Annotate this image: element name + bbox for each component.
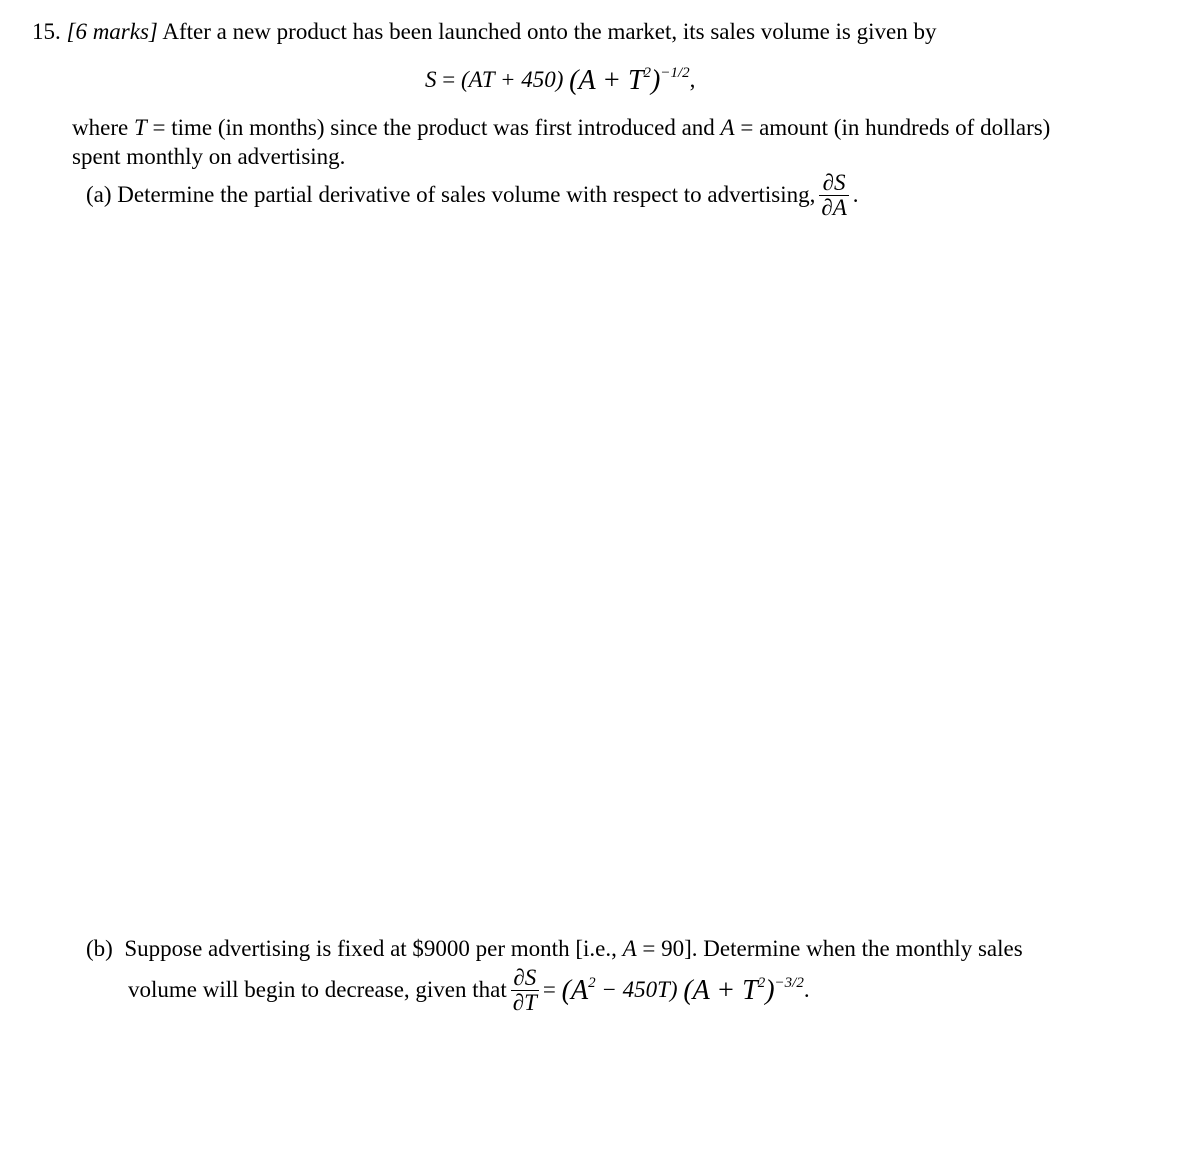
- part-b-text2: volume will begin to decrease, given that: [128, 977, 507, 1002]
- where-A-definition: = amount (in hundreds of dollars): [740, 115, 1051, 140]
- where-word: where: [72, 115, 129, 140]
- part-b-text1b: = 90]. Determine when the monthly sales: [642, 936, 1023, 961]
- part-b-fraction: [511, 966, 539, 1015]
- part-b-line-1: [86, 935, 1023, 963]
- where-line-1: [72, 114, 1050, 142]
- part-a-period: .: [852, 182, 859, 207]
- part-b-factor2-square: 2: [757, 974, 766, 991]
- question-intro: After a new product has been launched onto the market, its sales volume is given by: [162, 19, 937, 44]
- part-b-factor1-rest: − 450T): [595, 976, 678, 1002]
- part-a-label: (a): [86, 182, 112, 207]
- part-b-factor1: [562, 976, 678, 1005]
- part-b-factor2-open: (A + T: [683, 974, 758, 1006]
- part-a: [86, 167, 859, 223]
- part-b-equals: =: [542, 977, 556, 1002]
- part-b-exponent: −3/2: [774, 974, 804, 991]
- part-b-frac-numerator: ∂S: [511, 966, 539, 991]
- var-T: T: [133, 115, 147, 140]
- eq-exponent: −1/2: [660, 65, 690, 81]
- eq-factor2: [569, 65, 690, 96]
- where-T-definition: = time (in months) since the product was first introduced and: [152, 115, 715, 140]
- question-header: [32, 18, 936, 46]
- eq-factor2-open: (A + T: [569, 65, 644, 96]
- part-b-factor2: [683, 976, 804, 1005]
- part-a-fraction: [819, 171, 848, 220]
- eq-factor2-square: 2: [643, 65, 652, 81]
- part-a-frac-numerator: ∂S: [819, 171, 848, 196]
- part-b-frac-denominator: ∂T: [512, 989, 537, 1015]
- part-b-line-2: [128, 960, 810, 1020]
- part-b-period: .: [803, 977, 810, 1002]
- question-number: 15.: [32, 19, 61, 44]
- part-b-factor1-open: (A: [561, 974, 589, 1006]
- where-advertising: spent monthly on advertising.: [72, 144, 346, 169]
- var-A: A: [720, 115, 735, 140]
- question-marks: [6 marks]: [66, 19, 158, 44]
- part-b-factor2-close: ): [765, 974, 775, 1006]
- part-a-text: Determine the partial derivative of sales volume with respect to advertising,: [117, 182, 816, 207]
- eq-lhs: S: [425, 67, 437, 92]
- part-b-factor1-square: 2: [588, 974, 596, 991]
- part-b-label: (b): [86, 936, 113, 961]
- part-b-text1: Suppose advertising is fixed at $9000 per month [i.e.,: [124, 936, 617, 961]
- part-b-var-A: A: [622, 936, 637, 961]
- sales-equation: [425, 66, 695, 95]
- eq-factor2-close: ): [651, 65, 661, 96]
- eq-equals: =: [442, 67, 456, 92]
- answer-space-a[interactable]: [30, 240, 1170, 920]
- answer-space-b[interactable]: [30, 1030, 1170, 1140]
- part-a-frac-denominator: ∂A: [821, 194, 847, 220]
- eq-factor1: (AT + 450): [460, 67, 564, 92]
- eq-comma: ,: [689, 67, 696, 92]
